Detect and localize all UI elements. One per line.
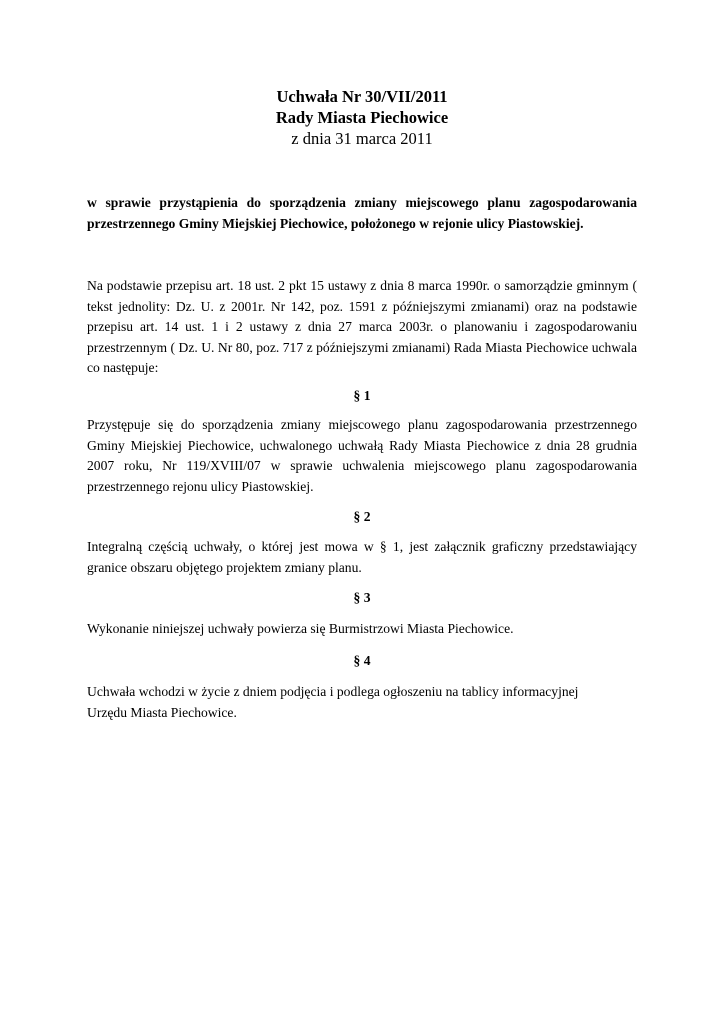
section-1-mark: § 1 — [353, 388, 371, 403]
section-3-mark: § 3 — [353, 590, 371, 605]
preamble-text: Na podstawie przepisu art. 18 ust. 2 pkt 15 ustawy z dnia 8 marca 1990r. o samorządzie gminnym ( tekst jednolity: Dz. U. z 2001r. Nr 142, poz. 1591 z późniejszymi zmianami) oraz na podstawie przepisu art. 14 ust. 1 i 2 ustawy z dnia 27 marca 2003r. o planowaniu i zagospodarowaniu przestrzennym ( Dz. U. Nr 80, poz. 717 z późniejszymi zmianami) Rada Miasta Piechowice uchwala co następuje: — [87, 278, 637, 375]
section-1 — [87, 415, 637, 497]
section-4-text-line-1: Uchwała wchodzi w życie z dniem podjęcia i podlega ogłoszeniu na tablicy informacyjnej — [87, 684, 579, 699]
section-3-text: Wykonanie niniejszej uchwały powierza się Burmistrzowi Miasta Piechowice. — [87, 621, 514, 636]
council-name: Rady Miasta Piechowice — [275, 108, 449, 127]
section-4-mark: § 4 — [353, 653, 371, 668]
resolution-subject: w sprawie przystąpienia do sporządzenia zmiany miejscowego planu zagospodarowania przestrzennego Gminy Miejskiej Piechowice, położonego w rejonie ulicy Piastowskiej. — [87, 195, 637, 231]
section-2-mark: § 2 — [353, 509, 371, 524]
resolution-date: z dnia 31 marca 2011 — [291, 129, 433, 148]
resolution-header — [0, 86, 724, 149]
section-3 — [87, 619, 637, 640]
section-1-text: Przystępuje się do sporządzenia zmiany miejscowego planu zagospodarowania przestrzennego Gminy Miejskiej Piechowice, uchwalonego uchwałą Rady Miasta Piechowice z dnia 28 grudnia 2007 roku, Nr 119/XVIII/07 w sprawie uchwalenia miejscowego planu zagospodarowania przestrzennego rejonu ulicy Piastowskiej. — [87, 417, 637, 494]
preamble — [87, 276, 637, 379]
section-2-text: Integralną częścią uchwały, o której jest mowa w § 1, jest załącznik graficzny przedstawiający granice obszaru objętego projektem zmiany planu. — [87, 539, 637, 575]
section-4 — [87, 682, 637, 723]
section-4-text-line-2: Urzędu Miasta Piechowice. — [87, 704, 237, 720]
section-2 — [87, 537, 637, 578]
resolution-title: Uchwała Nr 30/VII/2011 — [276, 87, 448, 106]
